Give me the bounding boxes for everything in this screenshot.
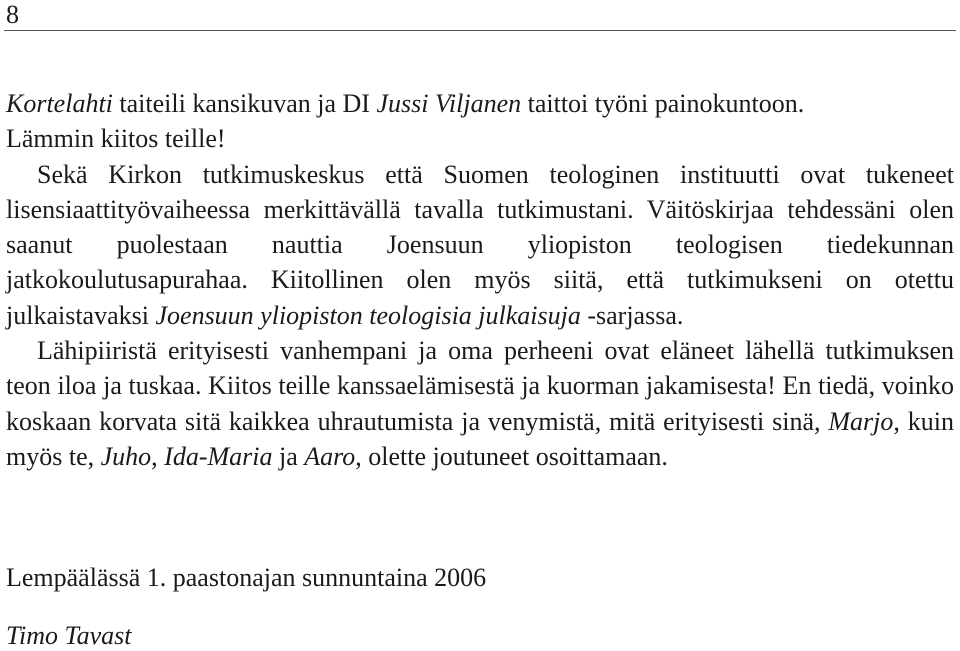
name-juho: Juho <box>100 441 152 471</box>
paragraph-1-text-b: taittoi työni painokuntoon. <box>521 89 805 118</box>
paragraph-3 <box>6 333 954 474</box>
paragraph-3-text-c: , olette joutuneet osoittamaan. <box>355 441 668 471</box>
paragraph-2-text-a: Sekä Kirkon tutkimuskeskus että Suomen teologinen instituutti ovat tukeneet lisensiaattityövaiheessa merkittävällä tavalla tutkimustani. Väitöskirjaa tehdessäni olen saanut puolestaan nauttia Joensuun yliopiston teologisen tiedekunnan jatkokoulutusapurahaa. Kiitollinen olen myös siitä, että tutkimukseni on otettu julkaistavaksi <box>6 159 954 330</box>
acknowledgements-body <box>6 86 954 474</box>
page-number: 8 <box>6 0 19 29</box>
paragraph-2-text-b: -sarjassa. <box>580 300 684 330</box>
signoff-author: Timo Tavast <box>6 621 132 650</box>
name-ida-maria: Ida-Maria <box>164 441 273 471</box>
signoff-place-date: Lempäälässä 1. paastonajan sunnuntaina 2006 <box>6 563 487 592</box>
series-title: Joensuun yliopiston teologisia julkaisuja <box>155 300 581 330</box>
name-kortelahti: Kortelahti <box>6 89 113 118</box>
name-aaro: Aaro <box>304 441 356 471</box>
name-marjo: Marjo <box>828 406 894 436</box>
paragraph-3-text-a: Lähipiiristä erityisesti vanhempani ja oma perheeni ovat eläneet lähellä tutkimuksen teon iloa ja tuskaa. Kiitos teille kanssaelämisestä ja kuorman jakamisesta! En tiedä, voinko koskaan korvata sitä kaikkea uhrautumista ja venymistä, mitä erityisesti sinä, <box>6 336 954 436</box>
paragraph-1 <box>6 86 954 157</box>
paragraph-1-text-a: taiteili kansikuvan ja DI <box>112 89 377 118</box>
name-jussi-viljanen: Jussi Viljanen <box>376 89 522 118</box>
paragraph-3-sep-1: , <box>151 441 165 471</box>
paragraph-3-sep-2: ja <box>272 441 305 471</box>
paragraph-2 <box>6 157 954 333</box>
paragraph-1-thanks: Lämmin kiitos teille! <box>6 124 226 154</box>
paragraph-3-text-b: , kuin myös te, <box>6 406 954 471</box>
header-rule <box>4 30 956 31</box>
